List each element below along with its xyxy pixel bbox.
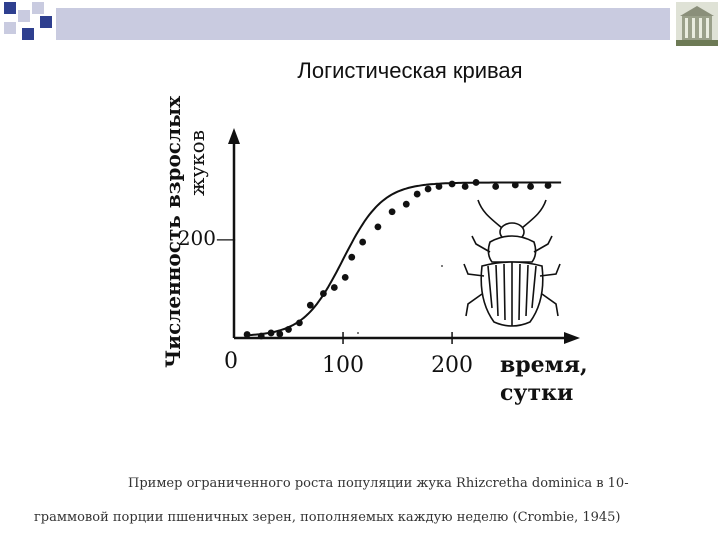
y-axis-label-line1: Численность взрослых <box>161 95 185 368</box>
data-point-4 <box>276 331 283 338</box>
data-point-25 <box>545 182 552 189</box>
scan-speck-1 <box>441 265 443 267</box>
beetle-antenna-right <box>522 200 546 228</box>
x-axis-label-line1: время, <box>500 352 588 378</box>
chart-ticks <box>178 226 473 378</box>
data-point-9 <box>331 284 338 291</box>
data-point-16 <box>414 191 421 198</box>
beetle-antenna-left <box>478 200 502 228</box>
caption-line-2: граммовой порции пшеничных зерен, пополняемых каждую неделю (Crombie, 1945) <box>34 510 621 525</box>
x-axis-arrow <box>564 332 580 344</box>
data-point-12 <box>359 239 366 246</box>
beetle-pronotum <box>488 236 535 262</box>
caption-line-1: Пример ограниченного роста популяции жука Rhizcretha dominica в 10- <box>128 476 629 491</box>
y-axis-arrow <box>228 128 240 144</box>
data-point-2 <box>258 333 265 340</box>
y-tick-label-200: 200— <box>177 226 236 250</box>
data-point-23 <box>512 182 519 189</box>
data-point-11 <box>348 254 355 261</box>
x-tick-label-100: 100 <box>322 353 365 378</box>
data-point-1 <box>244 331 251 338</box>
x-tick-label-200: 200 <box>431 353 474 378</box>
origin-label: 0 <box>224 349 238 374</box>
data-point-19 <box>449 181 456 188</box>
data-point-5 <box>285 326 292 333</box>
beetle-illustration <box>464 200 560 326</box>
data-point-10 <box>342 274 349 281</box>
data-point-6 <box>296 319 303 326</box>
scan-speck-2 <box>357 332 359 334</box>
data-point-15 <box>403 201 410 208</box>
data-point-3 <box>268 330 275 337</box>
data-point-17 <box>425 186 432 193</box>
data-point-20 <box>462 183 469 190</box>
data-point-7 <box>307 302 314 309</box>
data-point-14 <box>389 208 396 215</box>
y-axis-label-line2: жуков <box>185 130 209 196</box>
x-axis-label-line2: сутки <box>500 380 574 406</box>
data-point-8 <box>320 290 327 297</box>
data-point-13 <box>375 224 382 231</box>
data-point-18 <box>436 183 443 190</box>
data-point-22 <box>492 183 499 190</box>
slide-title: Логистическая кривая <box>297 58 523 83</box>
data-point-24 <box>527 183 534 190</box>
data-point-21 <box>473 179 480 186</box>
